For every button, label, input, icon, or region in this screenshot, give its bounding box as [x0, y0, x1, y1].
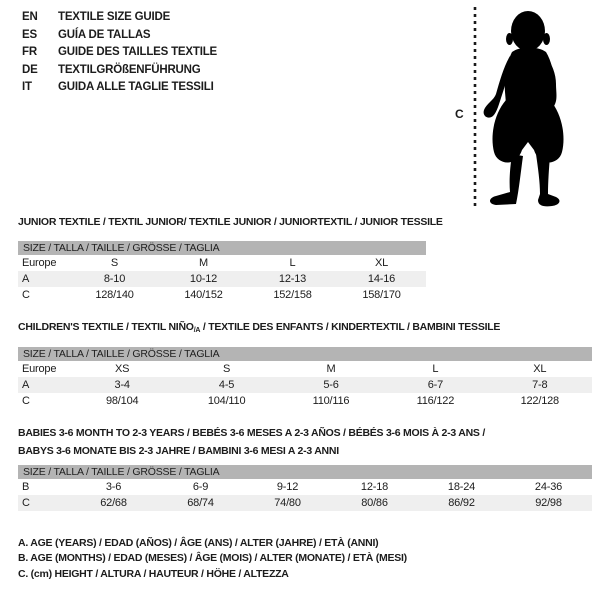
height-cell: 128/140: [95, 289, 134, 301]
table-row-age: [18, 377, 592, 393]
age-cell: 10-12: [189, 273, 218, 285]
height-cell: 62/68: [100, 497, 127, 509]
height-cell: 68/74: [187, 497, 214, 509]
age-cell: 12-13: [278, 273, 307, 285]
lang-row-es: [22, 27, 217, 45]
height-cell: 98/104: [105, 395, 139, 407]
height-cell: 86/92: [448, 497, 475, 509]
height-cell: 110/116: [312, 395, 350, 407]
table-row-europe: [18, 255, 426, 271]
lang-code: IT: [22, 81, 32, 93]
size-header-row: SIZE / TALLA / TAILLE / GRÖSSE / TAGLIA: [18, 465, 592, 479]
table-row-europe: [18, 361, 592, 377]
months-cell: 12-18: [360, 481, 389, 493]
height-cell: 152/158: [273, 289, 312, 301]
legend-line-a: A. AGE (YEARS) / EDAD (AÑOS) / ÂGE (ANS) / ALTER (JAHRE) / ETÀ (ANNI): [18, 537, 379, 549]
lang-label: GUIDE DES TAILLES TEXTILE: [58, 46, 217, 58]
children-title-pre: CHILDREN'S TEXTILE / TEXTIL NIÑO: [18, 321, 194, 333]
size-cell: S: [223, 363, 231, 375]
size-header-row: SIZE / TALLA / TAILLE / GRÖSSE / TAGLIA: [18, 347, 592, 361]
junior-table-title: JUNIOR TEXTILE / TEXTIL JUNIOR/ TEXTILE JUNIOR / JUNIORTEXTIL / JUNIOR TESSILE: [18, 216, 443, 228]
row-label: A: [22, 379, 30, 391]
height-cell: 80/86: [361, 497, 388, 509]
lang-code: DE: [22, 63, 38, 76]
row-label: C: [22, 395, 30, 407]
table-row-age: [18, 271, 426, 287]
size-cell: XS: [115, 363, 130, 375]
months-cell: 24-36: [534, 481, 563, 493]
height-marker-label: C: [455, 107, 464, 121]
baby-silhouette-icon: [480, 4, 580, 210]
height-dashed-line-icon: [473, 7, 477, 209]
age-cell: 3-4: [114, 379, 130, 391]
row-label: B: [22, 481, 30, 493]
children-title-sub: /A: [193, 327, 201, 334]
months-cell: 6-9: [192, 481, 209, 493]
children-table-title: [18, 321, 500, 334]
size-cell: S: [110, 257, 119, 269]
lang-row-it: [22, 79, 217, 97]
babies-title-line2: BABYS 3-6 MONATE BIS 2-3 JAHRE / BAMBINI 3-6 MESI A 2-3 ANNI: [18, 445, 339, 457]
table-row-height: [18, 393, 592, 409]
size-header-row: SIZE / TALLA / TAILLE / GRÖSSE / TAGLIA: [18, 241, 426, 255]
age-cell: 6-7: [427, 379, 444, 391]
children-title-post: / TEXTILE DES ENFANTS / KINDERTEXTIL / BAMBINI TESSILE: [200, 321, 501, 333]
months-cell: 18-24: [447, 481, 476, 493]
height-cell: 116/122: [416, 395, 455, 407]
months-cell: 3-6: [105, 481, 122, 493]
babies-table-title: [18, 424, 485, 460]
row-label: A: [22, 273, 30, 285]
months-cell: 9-12: [276, 481, 299, 493]
size-cell: L: [289, 257, 296, 269]
lang-label: TEXTILE SIZE GUIDE: [58, 11, 171, 23]
lang-code: FR: [22, 46, 37, 58]
lang-label: TEXTILGRÖßENFÜHRUNG: [58, 63, 201, 76]
lang-row-fr: [22, 44, 217, 62]
row-label: C: [22, 289, 30, 301]
height-cell: 104/110: [207, 395, 246, 407]
children-size-table: [18, 347, 592, 409]
lang-code: ES: [22, 28, 37, 41]
age-cell: 14-16: [367, 273, 396, 285]
size-cell: M: [326, 363, 336, 375]
table-row-months: [18, 479, 592, 495]
legend-line-b: B. AGE (MONTHS) / EDAD (MESES) / ÂGE (MOIS) / ALTER (MONATE) / ETÀ (MESI): [18, 552, 407, 565]
size-cell: L: [432, 363, 439, 375]
height-cell: 92/98: [535, 497, 562, 509]
junior-size-table: [18, 241, 426, 303]
age-cell: 4-5: [218, 379, 235, 391]
row-label: Europe: [22, 363, 57, 375]
age-cell: 7-8: [532, 379, 548, 391]
age-cell: 8-10: [103, 273, 126, 285]
babies-size-table: [18, 465, 592, 511]
height-cell: 122/128: [520, 395, 559, 407]
row-label: C: [22, 497, 30, 509]
size-cell: XL: [533, 363, 547, 375]
table-row-height: [18, 287, 426, 303]
lang-code: EN: [22, 11, 38, 23]
table-row-height: [18, 495, 592, 511]
size-cell: M: [199, 257, 208, 269]
legend-line-c: C. (cm) HEIGHT / ALTURA / HAUTEUR / HÖHE / ALTEZZA: [18, 567, 289, 580]
row-label: Europe: [22, 257, 57, 269]
height-cell: 140/152: [184, 289, 223, 301]
height-cell: 74/80: [274, 497, 301, 509]
lang-label: GUIDA ALLE TAGLIE TESSILI: [58, 81, 214, 93]
lang-row-de: [22, 62, 217, 80]
size-cell: XL: [374, 257, 389, 269]
lang-row-en: [22, 9, 217, 27]
lang-label: GUÍA DE TALLAS: [58, 28, 151, 41]
height-cell: 158/170: [362, 289, 401, 301]
legend: [18, 536, 407, 582]
age-cell: 5-6: [323, 379, 339, 391]
babies-title-line1: BABIES 3-6 MONTH TO 2-3 YEARS / BEBÉS 3-6 MESES A 2-3 AÑOS / BÉBÉS 3-6 MOIS À 2-3 ANS /: [18, 427, 486, 439]
language-title-list: [22, 9, 217, 97]
